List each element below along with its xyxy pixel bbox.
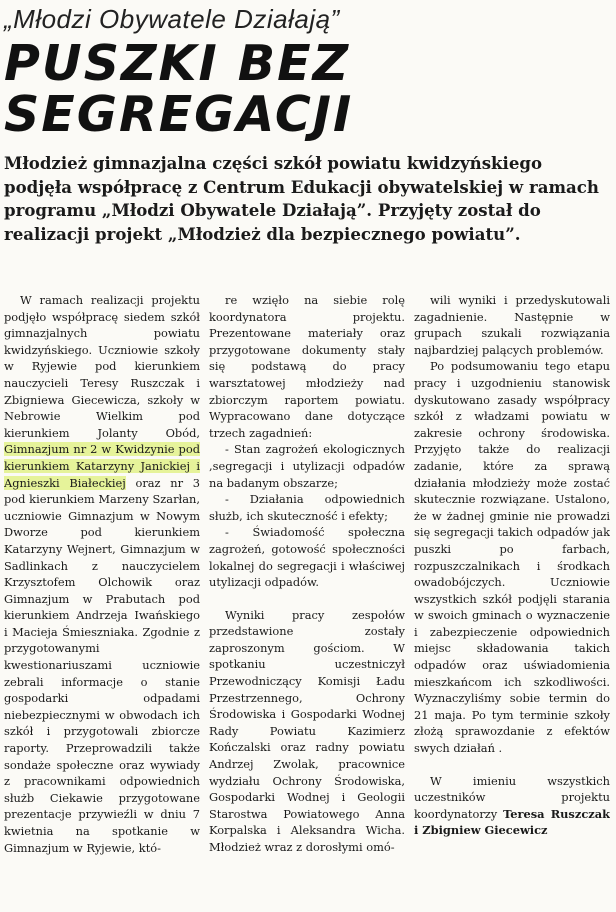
highlighted-text: Gimnazjum nr 2 w Kwidzynie pod kierunkiem Katarzyny Janickiej i Agnieszki Białeckiej bbox=[4, 442, 200, 490]
article-headline: PUSZKI BEZ SEGREGACJI bbox=[4, 35, 354, 143]
column-3 bbox=[414, 292, 610, 908]
signature-intro: W imieniu wszystkich uczestników projektu koordynatorzy bbox=[414, 773, 610, 821]
column-2 bbox=[209, 292, 405, 908]
paragraph: Wyniki pracy zespołów przedstawione zostały zaproszonym gościom. W spotkaniu uczestniczył Przewodniczący Komisji Ładu Przestrzennego, Ochrony Środowiska i Gospodarki Wodnej Rady Powiatu Kazimierz Kończalski oraz radny powiatu Andrzej Zwolak, pracownice wydziału Ochrony Środowiska, Gospodarki Wodnej i Geologii Starostwa Powiatowego Anna Korpalska i Aleksandra Wicha. Młodzież wraz z dorosłymi omó- bbox=[209, 607, 405, 854]
paragraph: wili wyniki i przedyskutowali zagadnienie. Następnie w grupach szukali rozwiązania najbardziej palących problemów. bbox=[414, 293, 610, 357]
article-body bbox=[4, 292, 610, 908]
article-kicker: „Młodzi Obywatele Działają” bbox=[4, 4, 340, 34]
text-run: oraz nr 3 pod kierunkiem Marzeny Szarłan, uczniowie Gimnazjum w Nowym Dworze pod kierunkiem Katarzyny Wejnert, Gimnazjum w Sadlinkach z nauczycielem Krzysztofem Olchowik oraz Gimnazjum w Prabutach pod kierunkiem Andrzeja Iwańskiego i Macieja Śmieszniaka. Zgodnie z przygotowanymi kwestionariuszami uczniowie zebrali informacje o stanie gospodarki odpadami niebezpiecznymi w obwodach ich szkół i przygotowali zbiorcze raporty. Przeprowadzili także sondaże społeczne oraz wywiady z pracownikami odpowiednich służb Ciekawie przygotowane prezentacje przywieźli w dniu 7 kwietnia na spotkanie w Gimnazjum w Ryjewie, któ- bbox=[4, 475, 200, 855]
list-item: - Stan zagrożeń ekologicznych ,segregacji i utylizacji odpadów na badanym obszarze; bbox=[209, 442, 405, 490]
column-1 bbox=[4, 292, 200, 908]
text-run: W ramach realizacji projektu podjęło współpracę siedem szkół gimnazjalnych powiatu kwidzyńskiego. Uczniowie szkoły w Ryjewie pod kierunkiem nauczycieli Teresy Ruszczak i Zbigniewa Giecewicza, szkoły w Nebrowie Wielkim pod kierunkiem Jolanty Obód, bbox=[4, 293, 200, 440]
list-item: - Świadomość społeczna zagrożeń, gotowość społeczności lokalnej do segregacji i właściwej utylizacji odpadów. bbox=[209, 525, 405, 590]
article-lead: Młodzież gimnazjalna części szkół powiatu kwidzyńskiego podjęła współpracę z Centrum Edukacji obywatelskiej w ramach programu „Młodzi Obywatele Działają”. Przyjęty został do realizacji projekt „Młodzież dla bezpiecznego powiatu”. bbox=[4, 153, 599, 244]
paragraph: re wzięło na siebie rolę koordynatora projektu. Prezentowane materiały oraz przygotowane dokumenty stały się podstawą do pracy warsztatowej młodzieży nad zbiorczym raportem powiatu. Wypracowano dane dotyczące trzech zagadnień: bbox=[209, 293, 405, 440]
paragraph: Po podsumowaniu tego etapu pracy i uzgodnieniu stanowisk dyskutowano zasady współpracy szkół z władzami powiatu w zakresie ochrony środowiska. Przyjęto także do realizacji zadanie, które za sprawą działania młodzieży może zostać skutecznie rozwiązane. Ustalono, że w żadnej gminie nie prowadzi się segregacji takich odpadów jak puszki po farbach, rozpuszczalnikach i środkach owadobójczych. Uczniowie wszystkich szkół podjęli starania w swoich gminach o wyznaczenie i zabezpieczenie odpowiednich miejsc składowania takich odpadów oraz uświadomienia mieszkańcom ich szkodliwości. Wyznaczyliśmy sobie termin do 21 maja. Po tym terminie szkoły złożą sprawozdanie z efektów swych działań . bbox=[414, 359, 610, 756]
paragraph bbox=[4, 292, 200, 856]
list-item: - Działania odpowiednich służb, ich skuteczność i efekty; bbox=[209, 492, 405, 523]
signature bbox=[414, 773, 610, 839]
signature-names: Teresa Ruszczak i Zbigniew Giecewicz bbox=[414, 806, 610, 838]
